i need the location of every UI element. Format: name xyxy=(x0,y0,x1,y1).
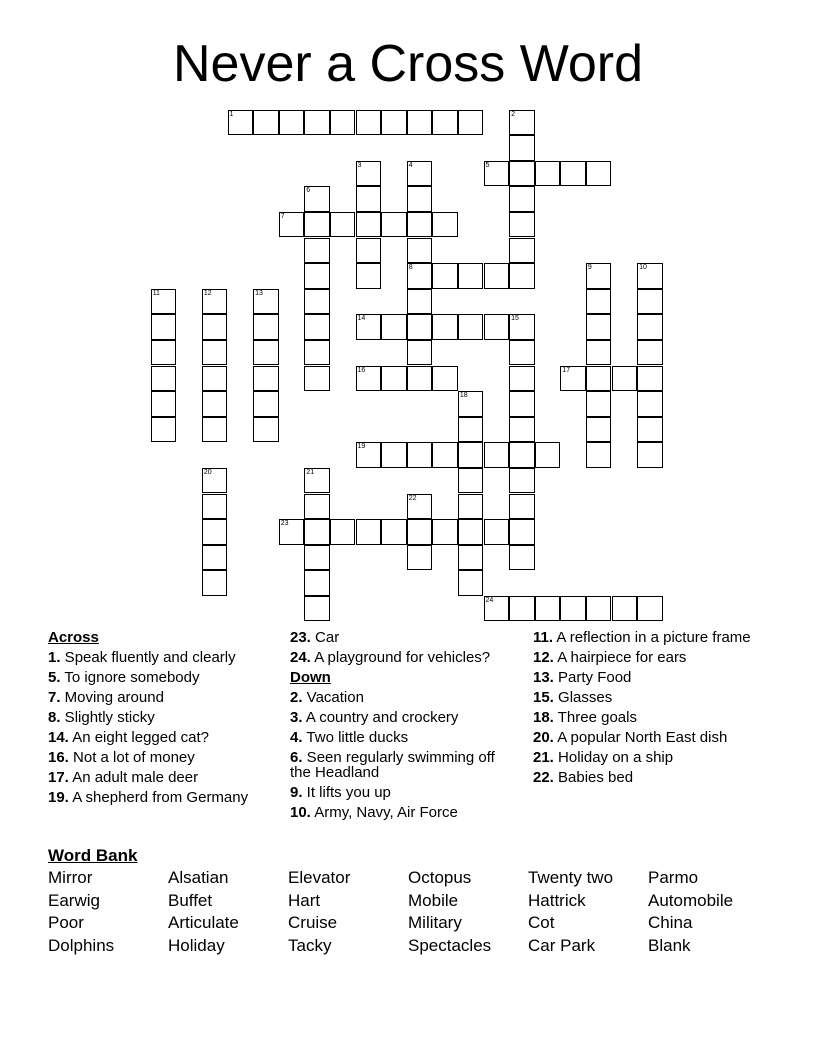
clue-number-label: 5. xyxy=(48,669,61,686)
grid-cell[interactable] xyxy=(509,340,535,366)
clue-number: 21 xyxy=(306,468,315,476)
clue-number-label: 16. xyxy=(48,749,69,766)
word-bank-word: Hart xyxy=(288,890,321,910)
clues-column-1 xyxy=(48,630,274,810)
word-bank-word: Automobile xyxy=(648,890,734,910)
grid-cell[interactable] xyxy=(509,442,535,468)
clue-item xyxy=(290,650,510,665)
clue-number-label: 4. xyxy=(290,729,303,746)
word-bank-word: Articulate xyxy=(168,913,239,932)
clue-number: 14 xyxy=(357,315,366,323)
grid-cell[interactable] xyxy=(509,519,535,545)
grid-cell[interactable] xyxy=(407,494,433,520)
clue-number: 6 xyxy=(306,187,311,195)
grid-cell[interactable] xyxy=(253,366,279,392)
grid-cell[interactable] xyxy=(151,417,177,443)
word-bank-word: Cruise xyxy=(288,913,338,932)
clue-number: 18 xyxy=(459,392,468,400)
clue-number-label: 14. xyxy=(48,729,69,746)
grid-cell[interactable] xyxy=(458,545,484,571)
clue-number-label: 23. xyxy=(290,629,311,646)
grid-cell[interactable] xyxy=(253,391,279,417)
grid-cell[interactable] xyxy=(330,212,356,238)
clue-number: 24 xyxy=(485,596,494,604)
grid-cell[interactable] xyxy=(432,263,458,289)
grid-cell[interactable] xyxy=(432,314,458,340)
grid-cell[interactable] xyxy=(458,570,484,596)
clue-item xyxy=(533,750,769,765)
word-bank-word: Parmo xyxy=(648,868,699,887)
grid-cell[interactable] xyxy=(381,314,407,340)
grid-cell[interactable] xyxy=(253,289,279,315)
grid-cell[interactable] xyxy=(509,417,535,443)
clue-text: To ignore somebody xyxy=(60,669,200,686)
clue-number: 17 xyxy=(562,366,571,374)
grid-cell[interactable] xyxy=(509,314,535,340)
grid-cell[interactable] xyxy=(304,519,330,545)
clue-text: Babies bed xyxy=(553,769,634,786)
clue-item xyxy=(533,690,769,705)
clue-number-label: 6. xyxy=(290,749,303,766)
grid-cell[interactable] xyxy=(228,110,254,136)
clue-item xyxy=(533,730,769,745)
word-bank-word: Car Park xyxy=(528,935,596,955)
clue-item xyxy=(533,650,769,665)
grid-cell[interactable] xyxy=(509,263,535,289)
clue-number: 15 xyxy=(511,315,519,323)
grid-cell[interactable] xyxy=(279,110,305,136)
grid-cell[interactable] xyxy=(381,442,407,468)
word-bank-word: Dolphins xyxy=(48,935,115,955)
word-bank-word: Hattrick xyxy=(528,890,586,910)
word-bank-word: China xyxy=(648,913,693,932)
grid-cell[interactable] xyxy=(560,596,586,622)
clue-text: A country and crockery xyxy=(302,709,459,726)
grid-cell[interactable] xyxy=(484,263,510,289)
clue-number: 10 xyxy=(639,264,647,272)
grid-cell[interactable] xyxy=(432,110,458,136)
clue-item xyxy=(290,785,510,800)
clue-number-label: 21. xyxy=(533,749,554,766)
grid-cell[interactable] xyxy=(458,519,484,545)
grid-cell[interactable] xyxy=(407,519,433,545)
word-bank-word: Cot xyxy=(528,913,555,932)
grid-cell[interactable] xyxy=(586,442,612,468)
grid-cell[interactable] xyxy=(612,366,638,392)
word-bank-word: Twenty two xyxy=(528,868,614,887)
clue-text: A hairpiece for ears xyxy=(553,649,687,666)
clue-text: Slightly sticky xyxy=(60,709,155,726)
clue-text: A shepherd from Germany xyxy=(68,789,249,806)
clue-item xyxy=(290,710,510,725)
grid-cell[interactable] xyxy=(253,314,279,340)
grid-cell[interactable] xyxy=(202,519,228,545)
word-bank-word: Buffet xyxy=(168,890,213,910)
grid-cell[interactable] xyxy=(407,110,433,136)
clue-item xyxy=(533,630,769,645)
grid-cell[interactable] xyxy=(202,570,228,596)
down-clue-list-continued xyxy=(533,630,769,785)
grid-cell[interactable] xyxy=(356,186,382,212)
grid-cell[interactable] xyxy=(637,391,663,417)
grid-cell[interactable] xyxy=(381,519,407,545)
grid-cell[interactable] xyxy=(330,110,356,136)
clue-number-label: 11. xyxy=(533,629,554,646)
grid-cell[interactable] xyxy=(586,366,612,392)
clue-item xyxy=(48,710,274,725)
grid-cell[interactable] xyxy=(458,391,484,417)
grid-cell[interactable] xyxy=(304,263,330,289)
clue-item xyxy=(533,710,769,725)
clue-number: 13 xyxy=(255,289,263,297)
grid-cell[interactable] xyxy=(356,263,382,289)
grid-cell[interactable] xyxy=(509,366,535,392)
across-header: Across xyxy=(48,629,99,646)
clue-item xyxy=(48,690,274,705)
grid-cell[interactable] xyxy=(356,314,382,340)
word-bank-word: Mobile xyxy=(408,890,459,910)
clue-number: 2 xyxy=(511,110,515,118)
grid-cell[interactable] xyxy=(432,519,458,545)
grid-cell[interactable] xyxy=(586,391,612,417)
clue-text: Glasses xyxy=(553,689,613,706)
grid-cell[interactable] xyxy=(356,161,382,187)
grid-cell[interactable] xyxy=(509,238,535,264)
grid-cell[interactable] xyxy=(535,161,561,187)
grid-cell[interactable] xyxy=(509,494,535,520)
grid-cell[interactable] xyxy=(151,391,177,417)
grid-cell[interactable] xyxy=(407,442,433,468)
word-bank-word: Military xyxy=(408,913,462,932)
word-bank-word: Elevator xyxy=(288,868,351,887)
grid-cell[interactable] xyxy=(356,519,382,545)
clue-text: A popular North East dish xyxy=(553,729,728,746)
clue-number: 11 xyxy=(152,289,160,297)
clue-number-label: 10. xyxy=(290,804,311,821)
clue-text: Seen regularly swimming off the Headland xyxy=(290,749,495,781)
grid-cell[interactable] xyxy=(586,596,612,622)
grid-cell[interactable] xyxy=(637,314,663,340)
clue-text: An eight legged cat? xyxy=(68,729,209,746)
word-bank-word: Alsatian xyxy=(168,868,229,887)
clue-number: 9 xyxy=(587,264,592,272)
word-bank-word: Blank xyxy=(648,935,691,955)
grid-cell[interactable] xyxy=(509,110,535,136)
grid-cell[interactable] xyxy=(535,596,561,622)
clue-number-label: 15. xyxy=(533,689,554,706)
grid-cell[interactable] xyxy=(509,212,535,238)
grid-cell[interactable] xyxy=(637,289,663,315)
grid-cell[interactable] xyxy=(304,596,330,622)
grid-cell[interactable] xyxy=(304,110,330,136)
clue-text: Two little ducks xyxy=(302,729,409,746)
clue-item xyxy=(290,805,510,820)
grid-cell[interactable] xyxy=(509,391,535,417)
grid-cell[interactable] xyxy=(330,519,356,545)
grid-cell[interactable] xyxy=(202,289,228,315)
grid-cell[interactable] xyxy=(458,442,484,468)
down-header: Down xyxy=(290,669,331,686)
clue-number-label: 1. xyxy=(48,649,61,666)
word-bank-word: Tacky xyxy=(288,935,332,955)
grid-cell[interactable] xyxy=(484,161,510,187)
grid-cell[interactable] xyxy=(381,212,407,238)
grid-cell[interactable] xyxy=(407,238,433,264)
grid-cell[interactable] xyxy=(586,340,612,366)
clue-number: 3 xyxy=(357,161,362,169)
grid-cell[interactable] xyxy=(304,212,330,238)
grid-cell[interactable] xyxy=(586,417,612,443)
grid-cell[interactable] xyxy=(458,263,484,289)
clue-number: 5 xyxy=(485,161,490,169)
clue-item xyxy=(290,630,510,645)
clue-number: 23 xyxy=(280,520,289,528)
grid-cell[interactable] xyxy=(202,314,228,340)
clue-item xyxy=(290,730,510,745)
across-clue-list-continued xyxy=(290,630,510,665)
grid-cell[interactable] xyxy=(356,442,382,468)
grid-cell[interactable] xyxy=(202,545,228,571)
clue-item xyxy=(533,670,769,685)
grid-cell[interactable] xyxy=(356,238,382,264)
grid-cell[interactable] xyxy=(458,110,484,136)
word-bank-word: Mirror xyxy=(48,868,93,887)
clue-text: Army, Navy, Air Force xyxy=(310,804,458,821)
grid-cell[interactable] xyxy=(612,596,638,622)
clue-number-label: 22. xyxy=(533,769,554,786)
clue-item xyxy=(48,670,274,685)
grid-cell[interactable] xyxy=(356,212,382,238)
clue-text: Moving around xyxy=(60,689,164,706)
clue-text: An adult male deer xyxy=(68,769,199,786)
grid-cell[interactable] xyxy=(484,519,510,545)
clue-text: A playground for vehicles? xyxy=(310,649,491,666)
clue-number-label: 8. xyxy=(48,709,61,726)
grid-cell[interactable] xyxy=(279,519,305,545)
grid-cell[interactable] xyxy=(509,186,535,212)
grid-cell[interactable] xyxy=(535,442,561,468)
grid-cell[interactable] xyxy=(484,314,510,340)
grid-cell[interactable] xyxy=(253,417,279,443)
grid-cell[interactable] xyxy=(151,340,177,366)
grid-cell[interactable] xyxy=(304,314,330,340)
grid-cell[interactable] xyxy=(304,340,330,366)
across-clue-list xyxy=(48,650,274,805)
word-bank-word: Earwig xyxy=(48,890,100,910)
clues-column-3 xyxy=(533,630,769,790)
clue-number: 19 xyxy=(357,443,366,451)
grid-cell[interactable] xyxy=(637,263,663,289)
grid-cell[interactable] xyxy=(509,468,535,494)
grid-cell[interactable] xyxy=(407,186,433,212)
down-clue-list xyxy=(290,690,510,820)
grid-cell[interactable] xyxy=(253,340,279,366)
grid-cell[interactable] xyxy=(509,596,535,622)
clue-item xyxy=(48,650,274,665)
grid-cell[interactable] xyxy=(509,161,535,187)
clue-item xyxy=(290,690,510,705)
grid-cell[interactable] xyxy=(304,186,330,212)
clue-item xyxy=(48,750,274,765)
grid-cell[interactable] xyxy=(432,212,458,238)
clue-number-label: 18. xyxy=(533,709,554,726)
grid-cell[interactable] xyxy=(304,289,330,315)
grid-cell[interactable] xyxy=(586,314,612,340)
word-bank-word: Poor xyxy=(48,913,84,932)
grid-cell[interactable] xyxy=(509,135,535,161)
grid-cell[interactable] xyxy=(407,366,433,392)
grid-cell[interactable] xyxy=(151,314,177,340)
grid-cell[interactable] xyxy=(202,468,228,494)
grid-cell[interactable] xyxy=(432,442,458,468)
clue-number: 4 xyxy=(408,161,413,169)
clue-item xyxy=(533,770,769,785)
grid-cell[interactable] xyxy=(304,468,330,494)
grid-cell[interactable] xyxy=(407,545,433,571)
grid-cell[interactable] xyxy=(407,314,433,340)
clue-number: 1 xyxy=(229,110,234,118)
grid-cell[interactable] xyxy=(484,442,510,468)
grid-cell[interactable] xyxy=(637,417,663,443)
clue-number-label: 7. xyxy=(48,689,61,706)
clue-number-label: 13. xyxy=(533,669,554,686)
clue-number: 22 xyxy=(408,494,417,502)
clue-text: It lifts you up xyxy=(302,784,391,801)
word-bank xyxy=(48,868,768,958)
grid-cell[interactable] xyxy=(356,366,382,392)
grid-cell[interactable] xyxy=(458,314,484,340)
grid-cell[interactable] xyxy=(304,545,330,571)
grid-cell[interactable] xyxy=(407,289,433,315)
clue-text: A reflection in a picture frame xyxy=(553,629,751,646)
grid-cell[interactable] xyxy=(637,340,663,366)
grid-cell[interactable] xyxy=(509,545,535,571)
grid-cell[interactable] xyxy=(202,366,228,392)
clue-text: Speak fluently and clearly xyxy=(60,649,236,666)
clue-number-label: 2. xyxy=(290,689,303,706)
grid-cell[interactable] xyxy=(304,366,330,392)
clue-number-label: 19. xyxy=(48,789,69,806)
puzzle-title: Never a Cross Word xyxy=(172,35,644,93)
clue-text: Vacation xyxy=(302,689,364,706)
grid-cell[interactable] xyxy=(407,161,433,187)
grid-cell[interactable] xyxy=(458,468,484,494)
grid-cell[interactable] xyxy=(202,391,228,417)
grid-cell[interactable] xyxy=(637,366,663,392)
grid-cell[interactable] xyxy=(151,366,177,392)
grid-cell[interactable] xyxy=(381,110,407,136)
clue-item xyxy=(48,770,274,785)
clue-number: 12 xyxy=(203,289,212,297)
grid-cell[interactable] xyxy=(407,212,433,238)
grid-cell[interactable] xyxy=(381,366,407,392)
word-bank-word: Holiday xyxy=(168,935,225,955)
grid-cell[interactable] xyxy=(560,161,586,187)
clue-number: 7 xyxy=(280,212,285,220)
clue-number: 20 xyxy=(203,468,212,476)
clue-number: 8 xyxy=(408,264,413,272)
grid-cell[interactable] xyxy=(458,494,484,520)
grid-cell[interactable] xyxy=(586,263,612,289)
grid-cell[interactable] xyxy=(458,417,484,443)
clue-number-label: 9. xyxy=(290,784,303,801)
grid-cell[interactable] xyxy=(202,417,228,443)
grid-cell[interactable] xyxy=(202,340,228,366)
clue-text: Party Food xyxy=(553,669,632,686)
clue-number-label: 17. xyxy=(48,769,69,786)
grid-cell[interactable] xyxy=(279,212,305,238)
grid-cell[interactable] xyxy=(484,596,510,622)
word-bank-word: Spectacles xyxy=(408,935,492,955)
grid-cell[interactable] xyxy=(637,596,663,622)
grid-cell[interactable] xyxy=(304,494,330,520)
clue-item xyxy=(48,730,274,745)
clue-item xyxy=(290,750,510,780)
clue-number: 16 xyxy=(357,366,366,374)
grid-cell[interactable] xyxy=(151,289,177,315)
grid-cell[interactable] xyxy=(202,494,228,520)
clue-number-label: 12. xyxy=(533,649,554,666)
grid-cell[interactable] xyxy=(356,110,382,136)
clue-number-label: 24. xyxy=(290,649,311,666)
grid-cell[interactable] xyxy=(253,110,279,136)
clue-item xyxy=(48,790,274,805)
grid-cell[interactable] xyxy=(637,442,663,468)
clue-text: Not a lot of money xyxy=(68,749,195,766)
word-bank-title: Word Bank xyxy=(48,846,138,865)
grid-cell[interactable] xyxy=(407,263,433,289)
grid-cell[interactable] xyxy=(432,366,458,392)
grid-cell[interactable] xyxy=(304,238,330,264)
clue-number-label: 20. xyxy=(533,729,554,746)
grid-cell[interactable] xyxy=(407,340,433,366)
grid-cell[interactable] xyxy=(586,289,612,315)
clue-number-label: 3. xyxy=(290,709,303,726)
grid-cell[interactable] xyxy=(586,161,612,187)
clue-text: Holiday on a ship xyxy=(553,749,674,766)
word-bank-word: Octopus xyxy=(408,868,472,887)
clue-text: Three goals xyxy=(553,709,637,726)
clue-text: Car xyxy=(310,629,340,646)
clues-column-2 xyxy=(290,630,510,825)
grid-cell[interactable] xyxy=(560,366,586,392)
grid-cell[interactable] xyxy=(304,570,330,596)
